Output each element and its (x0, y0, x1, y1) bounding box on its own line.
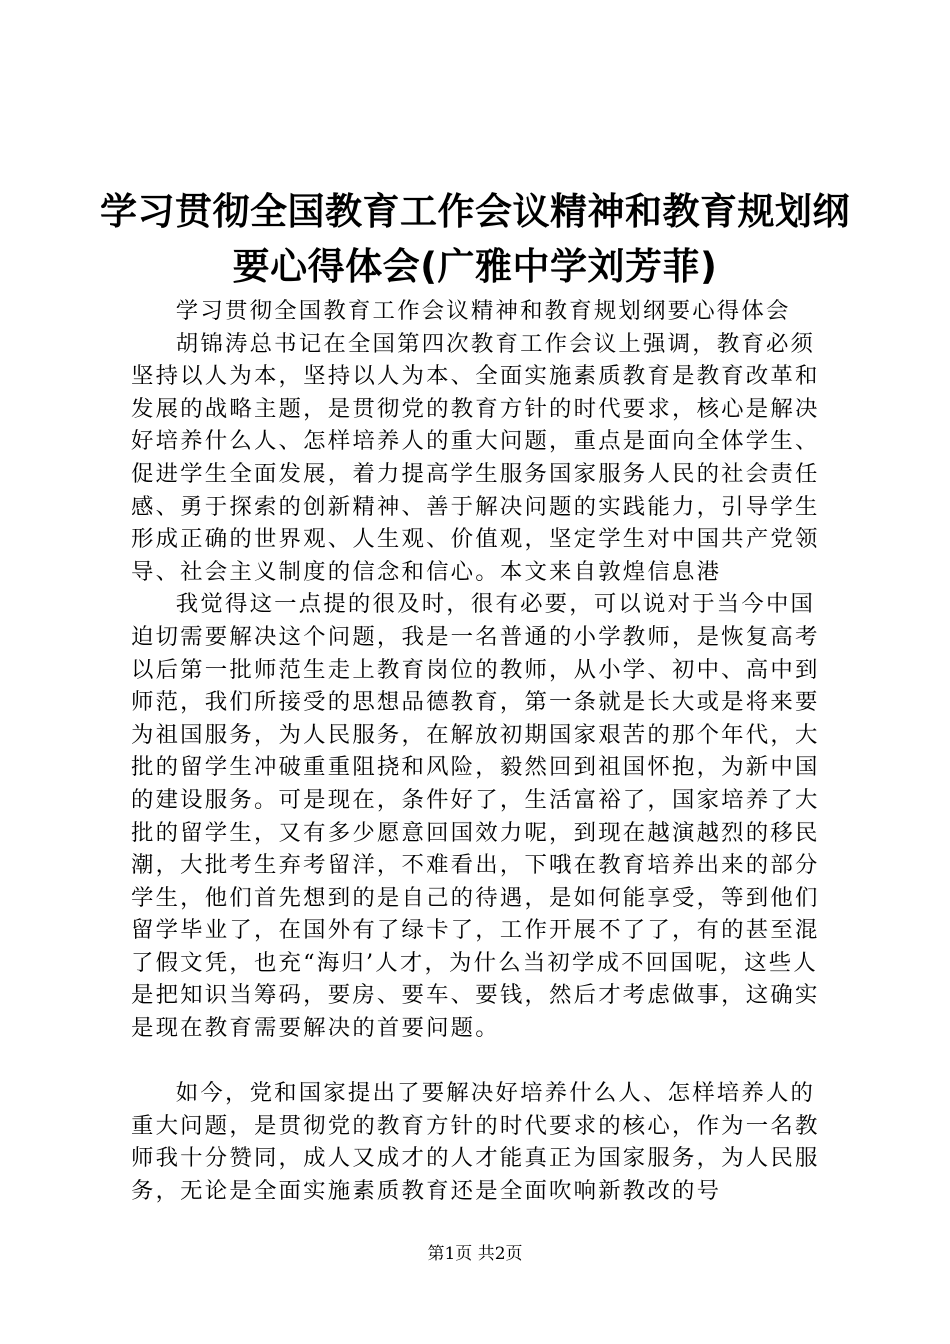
document-title-line-1: 学习贯彻全国教育工作会议精神和教育规划纲 (100, 190, 850, 233)
body-subtitle: 学习贯彻全国教育工作会议精神和教育规划纲要心得体会 (175, 298, 791, 324)
body-paragraph-1: 胡锦涛总书记在全国第四次教育工作会议上强调，教育必须坚持以人为本，坚持以人为本、全面实施素质教育是教育改革和发展的战略主题，是贯彻党的教育方针的时代要求，核心是解决好培养什么人、怎样培养人的重大问题，重点是面向全体学生、促进学生全面发展，着力提高学生服务国家服务人民的社会责任感、勇于探索的创新精神、善于解决问题的实践能力，引导学生形成正确的世界观、人生观、价值观，坚定学生对中国共产党领导、社会主义制度的信念和信心。本文来自敦煌信息港 (131, 330, 820, 585)
body-paragraph-3: 如今，党和国家提出了要解决好培养什么人、怎样培养人的重大问题，是贯彻党的教育方针的时代要求的核心，作为一名教师我十分赞同，成人又成才的人才能真正为国家服务，为人民服务，无论是全面实施素质教育还是全面吹响新教改的号 (131, 1080, 820, 1205)
document-body (131, 295, 833, 1208)
page-number: 第1页 共2页 (427, 1244, 523, 1264)
body-paragraph-2: 我觉得这一点提的很及时，很有必要，可以说对于当今中国迫切需要解决这个问题，我是一名普通的小学教师，是恢复高考以后第一批师范生走上教育岗位的教师，从小学、初中、高中到师范，我们所接受的思想品德教育，第一条就是长大或是将来要为祖国服务，为人民服务，在解放初期国家艰苦的那个年代，大批的留学生冲破重重阻挠和风险，毅然回到祖国怀抱，为新中国的建设服务。可是现在，条件好了，生活富裕了，国家培养了大批的留学生，又有多少愿意回国效力呢，到现在越演越烈的移民潮，大批考生弃考留洋，不难看出，下哦在教育培养出来的部分学生，他们首先想到的是自己的待遇，是如何能享受，等到他们留学毕业了，在国外有了绿卡了，工作开展不了了，有的甚至混了假文凭，也充“海归’人才，为什么当初学成不回国呢，这些人是把知识当筹码，要房、要车、要钱，然后才考虑做事，这确实是现在教育需要解决的首要问题。 (131, 591, 820, 1042)
page-footer (0, 1242, 950, 1266)
document-title-line-2: 要心得体会(广雅中学刘芳菲) (232, 245, 718, 288)
